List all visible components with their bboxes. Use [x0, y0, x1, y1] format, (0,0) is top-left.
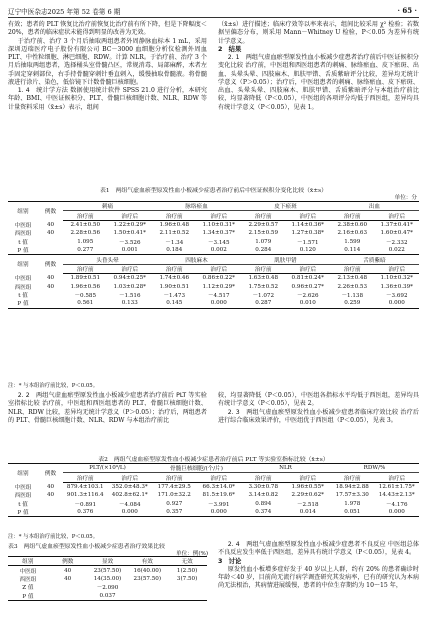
table-header-row	[8, 202, 419, 211]
table-cell: 1.03±0.28*	[113, 283, 146, 290]
table-cell: －1.473	[163, 293, 186, 300]
table-cell: Z 值	[22, 585, 34, 592]
table-cell: －0.585	[74, 293, 97, 300]
table-cell: 1.095	[77, 238, 94, 245]
table-cell: 23(57.50)	[93, 567, 122, 574]
paragraph: 治疗前，中医组和西医组患者的 PLT、骨髓巨核细胞计数、NLR、RDW 比较，差异均无统计学意义（P＞0.05）；治疗后，两组患者的 PLT、骨髓巨核细胞计数、NLR、RDW 与本组治疗前比	[8, 400, 208, 424]
table-cell: 0.002	[197, 246, 242, 255]
table-cell: 18.94±2.88	[335, 483, 369, 490]
table-cell: 40	[46, 221, 55, 228]
table-cell: 中医组	[14, 484, 32, 491]
subsection-heading: 2. 4 两组气虚血瘀型原发性血小板减少症患者不良反应	[227, 541, 386, 548]
table-cell	[38, 500, 63, 508]
table-cell: P 值	[8, 508, 38, 517]
table-cell: －1.34	[165, 239, 184, 246]
table-row	[8, 246, 419, 255]
table-cell: 治疗后	[108, 473, 153, 482]
table-subheader-row	[8, 473, 419, 482]
table-cell: 1.37±0.41*	[380, 221, 413, 228]
header-rule	[8, 17, 419, 18]
table-cell: 0.037	[88, 592, 128, 601]
table-cell	[38, 238, 63, 246]
table-cell: t 值	[18, 501, 28, 508]
table-cell: 1.34±0.37*	[202, 230, 235, 237]
table-cell: 12.61±1.75*	[378, 483, 415, 490]
table-cell: 0.000	[197, 508, 242, 517]
paragraph: 治疗前，中医组和西医组患者的刺痛、脉络瘀血、皮下瘀斑、出血、头晕头晕、四肢麻木、肌肤甲错、舌质紫暗评分比较，差异均无统计学意义（P＞0.05）；治疗后，中医组患者的刺痛、脉络瘀血、皮下瘀斑、出血、头晕头晕、四肢麻木、肌肤甲错、舌质紫暗评分与本组治疗前比较，均显著降低（P＜0.05），中医组的各项评分均低于西医组，差异均具有统计学意义（P＜0.05），见表 1。	[218, 62, 420, 111]
table-cell: －2.332	[385, 239, 408, 246]
table-cell: 治疗前	[241, 473, 286, 482]
page-number: · 65 ·	[397, 6, 417, 15]
table-cell: 177.4±29.5	[157, 483, 191, 490]
table-cell: 头昏头晕	[63, 255, 152, 264]
table-cell	[38, 291, 63, 299]
table-cell: 1.978	[344, 500, 361, 507]
table-cell: 2.26±0.53	[337, 283, 368, 290]
table-row	[8, 566, 207, 575]
table-cell: －3.991	[207, 501, 230, 508]
table-cell: 40	[46, 492, 55, 499]
table1	[8, 201, 419, 309]
table-cell: 例数	[38, 202, 63, 221]
table-cell: 0.001	[108, 246, 153, 255]
table-cell: 0.010	[286, 299, 331, 308]
table-header-row	[8, 557, 207, 566]
table-cell: 1.27±0.38*	[291, 230, 324, 237]
table-cell: 1.89±0.51	[70, 275, 101, 282]
table-header-row	[8, 464, 419, 473]
table-cell	[127, 592, 167, 601]
table-cell: －4.176	[385, 501, 408, 508]
table-cell: 治疗前	[152, 264, 197, 273]
table-cell: 出血	[330, 202, 419, 211]
table-cell: 1.10±0.32*	[380, 275, 413, 282]
table-cell: 352.0±48.3*	[111, 483, 148, 490]
table-cell: －2.626	[296, 293, 319, 300]
table1-caption: 表1 两组气虚血瘀型原发性血小板减少症患者治疗前后中医证候积分变化比较（x̄±s）	[99, 188, 328, 194]
table-cell: 0.000	[375, 299, 420, 308]
right-column-mid	[218, 392, 419, 425]
table2	[8, 463, 419, 517]
table-row	[8, 482, 419, 491]
table-cell	[48, 592, 88, 601]
table-cell: 1.10±0.31*	[202, 221, 235, 228]
table-cell: 16(40.00)	[133, 567, 162, 574]
table-cell: 0.000	[108, 508, 153, 517]
table-cell: 40	[46, 275, 55, 282]
table-cell	[38, 508, 63, 517]
table-cell	[38, 246, 63, 255]
table-cell: 西医组	[19, 576, 37, 583]
table-row	[8, 491, 419, 499]
table-cell: 0.120	[286, 246, 331, 255]
table-cell: 例数	[48, 557, 88, 566]
table-cell: 1.60±0.47*	[380, 230, 413, 237]
table3-unit: 单位：例(%)	[176, 551, 209, 557]
table-cell: 66.3±14.0*	[202, 483, 235, 490]
table-cell: t 值	[18, 239, 28, 246]
paragraph: 原发性血小板增多症好发于 40 岁以上人群，约有 20% 的患者确诊时年龄＜40 岁，目前尚无流行病学调查研究其发病率，已有的研究认为本病尚无法根治，其病情进展缓慢，患者的中位生存期约为 10～15 年，	[218, 565, 419, 590]
table-cell: 0.000	[375, 508, 420, 517]
table-cell: 2.15±0.59	[248, 230, 279, 237]
table-header-row	[8, 255, 419, 264]
table-cell: 治疗前	[63, 264, 108, 273]
table-cell: 2.38±0.60	[337, 221, 368, 228]
table-cell: 0.000	[197, 299, 242, 308]
table-cell: 治疗前	[63, 211, 108, 220]
table1-note: 注：* 与本组治疗前比较，P＜0.05。	[8, 383, 99, 389]
table-cell: 402.8±62.1*	[111, 492, 148, 499]
table-cell	[48, 583, 88, 591]
table-cell: 刺痛	[63, 202, 152, 211]
table-cell: 0.561	[63, 299, 108, 308]
table-cell: 组别	[8, 255, 38, 274]
table-cell: P 值	[8, 246, 38, 255]
table-cell: 皮下瘀斑	[241, 202, 330, 211]
subsection-heading: 2. 1 两组气虚血瘀型原发性血小板减少症患者治疗前后中医证候积分变化比较	[218, 54, 419, 70]
table-row	[8, 291, 419, 299]
table2-note: 注：* 与本组治疗前比较，P＜0.05。	[8, 534, 99, 540]
table-cell: 脉络瘀血	[152, 202, 241, 211]
table-cell: 901.3±116.4	[66, 492, 104, 499]
table-cell: 治疗后	[375, 211, 420, 220]
table-cell: 40	[64, 567, 72, 574]
table-cell: 1.75±0.52	[248, 283, 279, 290]
table-cell: 3(7.50)	[176, 575, 198, 582]
table-row	[8, 583, 207, 591]
table-cell: 17.57±3.30	[335, 492, 369, 499]
table-cell: 骨髓巨核细胞/(个/片)	[152, 464, 241, 473]
table-cell: 3.14±0.82	[248, 492, 279, 499]
table-cell: 治疗前	[330, 473, 375, 482]
table-row	[8, 508, 419, 517]
table-cell: 四肢麻木	[152, 255, 241, 264]
paragraph: 中医组总体不良反应发生率低于西医组，差异具有统计学意义（P＜0.05），见表 4。	[218, 541, 420, 557]
table-row	[8, 274, 419, 283]
table3-caption: 表3 两组气虚血瘀型原发性血小板减少症患者治疗效果比较	[8, 544, 165, 550]
table-cell: －1.571	[296, 239, 319, 246]
table-subheader-row	[8, 211, 419, 220]
table-cell: 治疗前	[63, 473, 108, 482]
table-cell: 23(57.50)	[133, 575, 162, 582]
table-cell: 0.376	[63, 508, 108, 517]
table-cell: 组别	[8, 464, 38, 483]
table-row	[8, 575, 207, 583]
table-cell: 0.145	[152, 299, 197, 308]
table-cell: 1.36±0.39*	[380, 283, 413, 290]
table-cell: 2.29±0.57	[248, 221, 279, 228]
subsection-heading: 2. 3 两组气虚血瘀型原发性血小板减少症患者临床疗效比较	[227, 408, 399, 416]
table-cell: 0.133	[108, 299, 153, 308]
table-cell: 1.14±0.36*	[291, 221, 324, 228]
table-cell: 治疗前	[330, 211, 375, 220]
table-cell: 40	[46, 230, 55, 237]
table-cell: 0.277	[63, 246, 108, 255]
table-cell: 西医组	[14, 284, 32, 291]
table-cell: P 值	[8, 592, 48, 601]
table-cell	[167, 583, 207, 591]
table-cell: 14.43±2.13*	[378, 492, 415, 499]
table-cell: 有效	[127, 557, 167, 566]
table-cell: 中医组	[19, 568, 37, 575]
table-cell: 治疗后	[108, 264, 153, 273]
table-cell: －4.084	[118, 501, 141, 508]
table-cell: 治疗后	[108, 211, 153, 220]
table-cell: 3.30±0.78	[248, 483, 279, 490]
table-cell: 例数	[38, 255, 63, 274]
table-cell: 2.41±0.50	[70, 221, 101, 228]
table-cell: 1(2.50)	[176, 567, 198, 574]
table-cell: 肌肤甲错	[241, 255, 330, 264]
table-cell: 西医组	[14, 231, 32, 238]
table-cell: 1.50±0.41*	[113, 230, 146, 237]
left-column-mid	[8, 392, 207, 425]
paragraph: 较，均显著降低（P＜0.05），中医组各指标水平均低于西医组，差异均具有统计学意义（P＜0.05），见表 2。	[218, 392, 419, 408]
table-cell: 879.4±103.1	[66, 483, 104, 490]
table-row	[8, 500, 419, 508]
table-cell: 0.287	[241, 299, 286, 308]
table-cell: 2.16±0.63	[337, 230, 368, 237]
table-cell: 治疗后	[375, 264, 420, 273]
table-row	[8, 229, 419, 237]
table-cell: －1.516	[118, 293, 141, 300]
paragraph: 有效；患者的 PLT 恢复比治疗前恢复比治疗前有所下降，但是下降幅度＜20%，患者的临床症状未能得到明显的改善为无效。	[8, 21, 207, 37]
table-cell: 治疗后	[197, 473, 242, 482]
table-cell: 1.63±0.48	[248, 275, 279, 282]
table-cell	[38, 299, 63, 308]
table-cell: 中医组	[14, 222, 32, 229]
table-cell: 1.599	[344, 238, 361, 245]
table-cell: t 值	[18, 293, 28, 300]
table-cell: －3.526	[118, 239, 141, 246]
section-heading: 1. 4 统计学方法	[17, 87, 69, 94]
table-cell: －1.072	[252, 293, 275, 300]
table-cell: 40	[64, 575, 72, 582]
table-cell: 0.051	[330, 508, 375, 517]
section-heading: 3 讨论	[218, 557, 242, 565]
table-cell: 1.22±0.29*	[113, 221, 146, 228]
paragraph: 于治疗前、治疗 3 个月后抽取两组患者外周静脉血标本 1 mL，采用深圳迈瑞医疗电子股份有限公司 BC－3000 血细胞分析仪检测外周血 PLT、中性粒细胞、淋巴细胞、RDW。计算 NLR。于治疗前、治疗 3 个月后抽取两组患者，选择桶头室骨髓凸区，常规消毒、局部麻醉，术者左手固定穿刺部位，右手持骨髓穿刺针垂直刺入，缓慢抽取骨髓液。将骨髓液进行涂片、染色，低倍镜下计数骨髓巨核细胞。	[8, 37, 207, 86]
table-cell: P 值	[8, 299, 38, 308]
table-cell: 81.5±19.6*	[202, 492, 235, 499]
table-cell: －0.891	[74, 501, 97, 508]
table-cell: 1.90±0.51	[159, 283, 190, 290]
journal-header: 辽宁中医杂志2025 年第 52 卷第 6 期	[8, 8, 121, 16]
table-row	[8, 220, 419, 229]
table-cell: 0.86±0.22*	[202, 275, 235, 282]
table-cell: 显效	[88, 557, 128, 566]
table-cell: －4.517	[207, 293, 230, 300]
table-cell: 0.184	[152, 246, 197, 255]
table-cell: 组别	[8, 557, 48, 566]
table2-caption: 表2 两组气虚血瘀型原发性血小板减少症患者治疗前后 PLT 等实验室指标比较（x̄±s）	[98, 457, 329, 463]
table-cell: 无效	[167, 557, 207, 566]
right-column-bottom	[218, 541, 419, 591]
table-cell: 0.357	[152, 508, 197, 517]
table-cell	[127, 583, 167, 591]
table-cell: 1.96±0.56	[70, 283, 101, 290]
table-cell: 0.259	[330, 299, 375, 308]
table-cell	[167, 592, 207, 601]
table-cell: 治疗后	[286, 264, 331, 273]
table-cell: 舌质紫暗	[330, 255, 419, 264]
table-cell: 治疗前	[241, 264, 286, 273]
table-cell: 治疗后	[197, 211, 242, 220]
table3	[8, 556, 207, 601]
table-cell: 2.29±0.62*	[291, 492, 324, 499]
table-cell: 2.28±0.56	[70, 230, 101, 237]
table-cell: 2.11±0.52	[159, 230, 190, 237]
table-cell: 治疗前	[241, 211, 286, 220]
table-cell: 1.96±0.48	[159, 221, 190, 228]
paragraph: （x̄±s）进行描述；临床疗效等以率来表示，组间比较采用 χ² 检验；若数据呈偏态分布，则采用 Mann－Whitney U 检验，P＜0.05 为差异有统计学意义。	[218, 21, 419, 45]
table-cell: NLR	[241, 464, 330, 473]
table-cell: 0.927	[166, 500, 183, 507]
table-cell: 治疗前	[152, 473, 197, 482]
table-cell: －2.090	[96, 585, 119, 592]
paragraph: 数据使用统计软件 SPSS 21.0 进行分析，本研究年龄、BMI、中医证候积分、PLT、骨髓巨核细胞计数、NLR、RDW 等计量资料采用（x̄±s）表示，组间	[8, 87, 207, 111]
table-cell: －3.692	[385, 293, 408, 300]
table-cell: PLT/(×10⁹/L)	[63, 464, 152, 473]
table-cell: 1.96±0.55*	[291, 483, 324, 490]
table-cell: 治疗后	[197, 264, 242, 273]
table-cell: 2.13±0.48	[337, 275, 368, 282]
right-column-top	[218, 21, 419, 112]
left-column-top	[8, 21, 207, 112]
table-cell: 1.12±0.29*	[202, 283, 235, 290]
table-row	[8, 238, 419, 246]
table-cell: 治疗前	[330, 264, 375, 273]
section-heading: 2 结果	[218, 45, 242, 53]
paragraph: 治疗后进行综合临床效果评价，中医组优于西医组（P＜0.05），见表 3。	[218, 408, 420, 424]
table-cell: 0.374	[241, 508, 286, 517]
table-cell: 治疗前	[152, 211, 197, 220]
table1-unit: 单位：分	[394, 195, 417, 201]
table-cell: －2.518	[296, 501, 319, 508]
table-cell: 0.96±0.27*	[291, 283, 324, 290]
table-cell: 组别	[8, 202, 38, 221]
table-cell: 例数	[38, 464, 63, 483]
table-cell: －3.145	[207, 239, 230, 246]
table-cell: 中医组	[14, 276, 32, 283]
table-cell: 40	[46, 283, 55, 290]
table-cell: 治疗后	[286, 211, 331, 220]
subsection-heading: 2. 2 两组气虚血瘀型原发性血小板减少症患者治疗前后 PLT 等实验室指标比较	[8, 392, 207, 408]
table-row	[8, 299, 419, 308]
table-cell: 西医组	[14, 493, 32, 500]
table-cell: 1.74±0.46	[159, 275, 190, 282]
table-cell: 0.894	[255, 500, 272, 507]
table-cell: 40	[46, 483, 55, 490]
table-cell: 0.014	[286, 508, 331, 517]
table-row	[8, 283, 419, 291]
table-row	[8, 592, 207, 601]
table-cell: －1.138	[341, 293, 364, 300]
table-cell: 0.284	[241, 246, 286, 255]
table-cell: RDW/%	[330, 464, 419, 473]
table-cell: 0.81±0.24*	[291, 275, 324, 282]
table-cell: 0.94±0.25*	[113, 275, 146, 282]
table-cell: 治疗后	[375, 473, 420, 482]
table-cell: 治疗后	[286, 473, 331, 482]
table-cell: 0.022	[375, 246, 420, 255]
table-subheader-row	[8, 264, 419, 273]
table-cell: 14(35.00)	[93, 575, 122, 582]
table-cell: 1.079	[255, 238, 272, 245]
table-cell: 171.0±32.2	[157, 492, 191, 499]
table-cell: 0.114	[330, 246, 375, 255]
